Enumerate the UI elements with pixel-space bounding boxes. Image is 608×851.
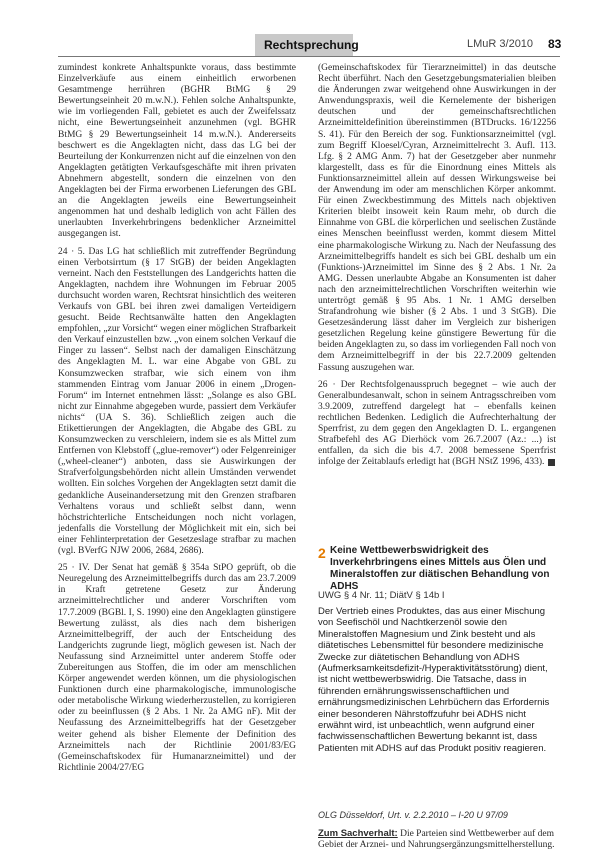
section-label: Rechtsprechung (264, 38, 359, 52)
case-facts-label: Zum Sachverhalt: (318, 828, 398, 839)
paragraph: 25 · IV. Der Senat hat gemäß § 354a StPO geprüft, ob die Neuregelung des Arzneimittelbegriffs durch das am 23.7.2009 in Kraft getretene Gesetz zur Änderung arzneimittelrechtlicher und anderer Vorschriften vom 17.7.2009 (BGBl. I, S. 1990) eine den Angeklagten günstigere Bewertung zulässt, als dies nach dem bisherigen Arzneimittelbegriff, der auch der Entscheidung des Landgerichts zugrunde liegt, möglich gewesen ist. Nach der Neufassung sind Arzneimittel unter anderem Stoffe oder Zubereitungen aus Stoffen, die im oder am menschlichen Körper angewendet werden können, um die physiologischen Funktionen durch eine pharmakologische, immunologische oder metabolische Wirkung wiederherzustellen, zu korrigieren oder zu beeinflussen (§ 2 Abs. 1 Nr. 2a AMG nF). Mit der Neufassung des Arzneimittelbegriffs hat der Gesetzgeber weiter gehend als bisher Elemente der Definition des Arzneimittels nach der Richtlinie 2001/83/EG (Gemeinschaftskodex für Humanarzneimittel) und der Richtlinie 2004/27/EG (58, 563, 296, 773)
paragraph: 24 · 5. Das LG hat schließlich mit zutreffender Begründung einen Verbotsirrtum (§ 17 StGB) der beiden Angeklagten verneint. Nach den Feststellungen des Landgerichts hatten die Angeklagten, nachdem ihre Wohnungen im Februar 2005 durchsucht worden waren, Rechtsrat hinsichtlich des weiteren Verkaufs von GBL bei ihren zwei damaligen Verteidigern gesucht. Beide Rechtsanwälte hatten den Angeklagten empfohlen, „zur Vorsicht“ wegen einer möglichen Strafbarkeit den Verkauf einzustellen bzw. „von einem solchen Verkauf die Finger zu lassen“. Selbst nach der damaligen Einschätzung des Angeklagten M. L. war eine Abgabe von GBL zu Konsumzwecken strafbar, wie sich einem von ihm stammenden Eintrag vom Januar 2006 in einem „Drogen-Forum“ im Internet entnehmen lässt: „Solange es also GBL nicht zur Einnahme abgegeben wurde, passiert dem Verkäufer nichts“ (UA S. 36). Schließlich zeigen auch die Etikettierungen der Angeklagten, die Abgabe des GBL zu Konsumzwecken zu verschleiern, indem sie es als Mittel zum Entfernen von Klebstoff („glue-remover“) oder Felgenreiniger („wheel-cleaner“) anboten, dass sie Auswirkungen der Strafverfolgungsbehörden nicht allein Umständen verwendet wollten. Ein solches Vorgehen der Angeklagten setzt damit die gedankliche Auseinandersetzung mit den Grenzen strafbaren Verhaltens voraus und schließt selbst dann, wenn höchstrichterliche Entscheidungen noch nicht vorlagen, jedenfalls die Vorstellung der Möglichkeit mit ein, sich bei einer Fehlinterpretation der Gesetzeslage strafbar zu machen (vgl. BVerfG NJW 2006, 2684, 2686). (58, 246, 296, 557)
case-facts-text: Die Parteien sind Wettbewerber auf dem Gebiet der Arznei- und Nahrungsergänzungsmittelherstellung. (318, 829, 555, 850)
header-rule (58, 56, 560, 57)
journal-issue: LMuR 3/2010 (467, 38, 534, 50)
case-court-citation: OLG Düsseldorf, Urt. v. 2.2.2010 – I-20 U 97/09 (318, 810, 508, 820)
case-number: 2 (318, 545, 326, 561)
case-headnote: Der Vertrieb eines Produktes, das aus einer Mischung von Seefischöl und Nachtkerzenöl sowie den Mineralstoffen Magnesium und Zink besteht und als diätetisches Lebensmittel für besondere medizinische Zwecke zur diätetischen Behandlung von ADHS (Aufmerksamkeitsdefizit-/Hyperaktivitätsstörung) dient, ist nicht wettbewerbswidrig. Die Tatsache, dass in führenden ernährungswissenschaftlichen und ernährungsmedizinischen Lehrbüchern das Erfordernis einer besonderen Nährstoffzufuhr bei ADHS nicht erwähnt wird, ist unbeachtlich, wenn aufgrund einer fachwissenschaftlichen Bewertung bekannt ist, dass Patienten mit ADHS auf das Produkt positiv reagieren. (318, 606, 550, 754)
case-title: Keine Wettbewerbswidrigkeit des Inverkehrbringens eines Mittels aus Ölen und Mineralstoffen zur diätischen Behandlung von ADHS (330, 545, 550, 592)
case-norms: UWG § 4 Nr. 11; DiätV § 14b I (318, 590, 445, 601)
paragraph: (Gemeinschaftskodex für Tierarzneimittel) in das deutsche Recht überführt. Nach den Gesetzgebungsmaterialien bleiben die Änderungen zwar weitgehend ohne Auswirkungen in der Anwendungspraxis, weil die Kernelemente der bisherigen deutschen und der gemeinschaftsrechtlichen Arzneimitteldefinition übereinstimmen (BTDrucks. 16/12256 S. 41). Für den Bereich der sog. Funktionsarzneimittel (vgl. zum Begriff Kloesel/Cyran, Arzneimittelrecht 3. Aufl. 113. Lfg. § 2 AMG Anm. 7) hat der Gesetzgeber aber nunmehr klargestellt, dass es für die Einordnung eines Mittels als Funktionsarzneimittel allein auf dessen Wirkungsweise bei der Anwendung im oder am menschlichen Körper ankommt. Für einen Zweckbestimmung des Mittels nach objektiven Kriterien bleibt insoweit kein Raum mehr, ob durch die Einnahme von GBL die körperlichen und seelischen Zustände eines Menschen beeinflusst werden, kommt diesem Mittel eine pharmakologische Wirkung zu. Nach der Neufassung des Arzneimittelbegriffs handelt es sich bei GBL deshalb um ein (Funktions-)Arzneimittel im Sinne des § 2 Abs. 1 Nr. 2a AMG. Dessen unerlaubte Abgabe an Konsumenten ist daher nach den arzneimittelrechtlichen Vorschriften weiterhin wie untertrögt gemäß § 95 Abs. 1 Nr. 1 AMG derselben Strafandrohung wie bisher (§ 2 Abs. 1 und 3 StGB). Die Gesetzesänderung lässt daher im Vergleich zur bisherigen gesetzlichen Regelung keine günstigere Bewertung für die beiden Angeklagten zu, so dass im vorliegenden Fall noch von dem Arzneimittelbegriff in der bis 22.7.2009 geltenden Fassung auszugehen war. (318, 63, 556, 373)
case-heading (318, 545, 558, 594)
page-number: 83 (548, 37, 562, 51)
paragraph (318, 380, 556, 469)
paragraph: zumindest konkrete Anhaltspunkte voraus, dass bestimmte Einzelverkäufe aus einem einheitlich erworbenen Gesamtmenge herrühren (BGHR BtMG § 29 Bewertungseinheit 20 m.w.N.). Fehlen solche Anhaltspunkte, wie im vorliegenden Fall, gebietet es auch der Zweifelssatz nicht, eine Bewertungseinheit anzunehmen (vgl. BGHR BtMG § 29 Bewertungseinheit 14 m.w.N.). Andererseits beschwert es die Angeklagten nicht, dass das LG bei der Beurteilung der Konkurrenzen nicht auf die einzelnen von den Angeklagten getätigten Verkaufsgeschäfte mit ihren privaten Abnehmern abgestellt, sondern die einzelnen von den Angeklagten bei der Firma erworbenen Lieferungen des GBL an die Angeklagten jeweils eine Bewertungseinheit angenommen hat und deshalb lediglich von acht Fällen des unerlaubten Inverkehrbringens bedenklicher Arzneimittel ausgegangen ist. (58, 63, 296, 240)
right-column (318, 63, 556, 474)
left-column (58, 63, 296, 780)
paragraph-text: 26 · Der Rechtsfolgenausspruch begegnet – wie auch der Generalbundesanwalt, schon in seinem Antragsschreiben vom 3.9.2009, zutreffend dargelegt hat – ebenfalls keinen rechtlichen Bedenken. Lediglich die Aufrechterhaltung der Sperrfrist, zu dem gegen den Angeklagten D. L. ergangenen Strafbefehl des AG Dierhöck vom 26.7.2007 (Az.: ...) ist entfallen, da sich die bis 4.7. 2008 bemessene Sperrfrist infolge der Zeitablaufs erledigt hat (BGH NStZ 1996, 433). (318, 379, 556, 468)
case-facts (318, 828, 558, 851)
end-of-article-mark (548, 459, 555, 466)
